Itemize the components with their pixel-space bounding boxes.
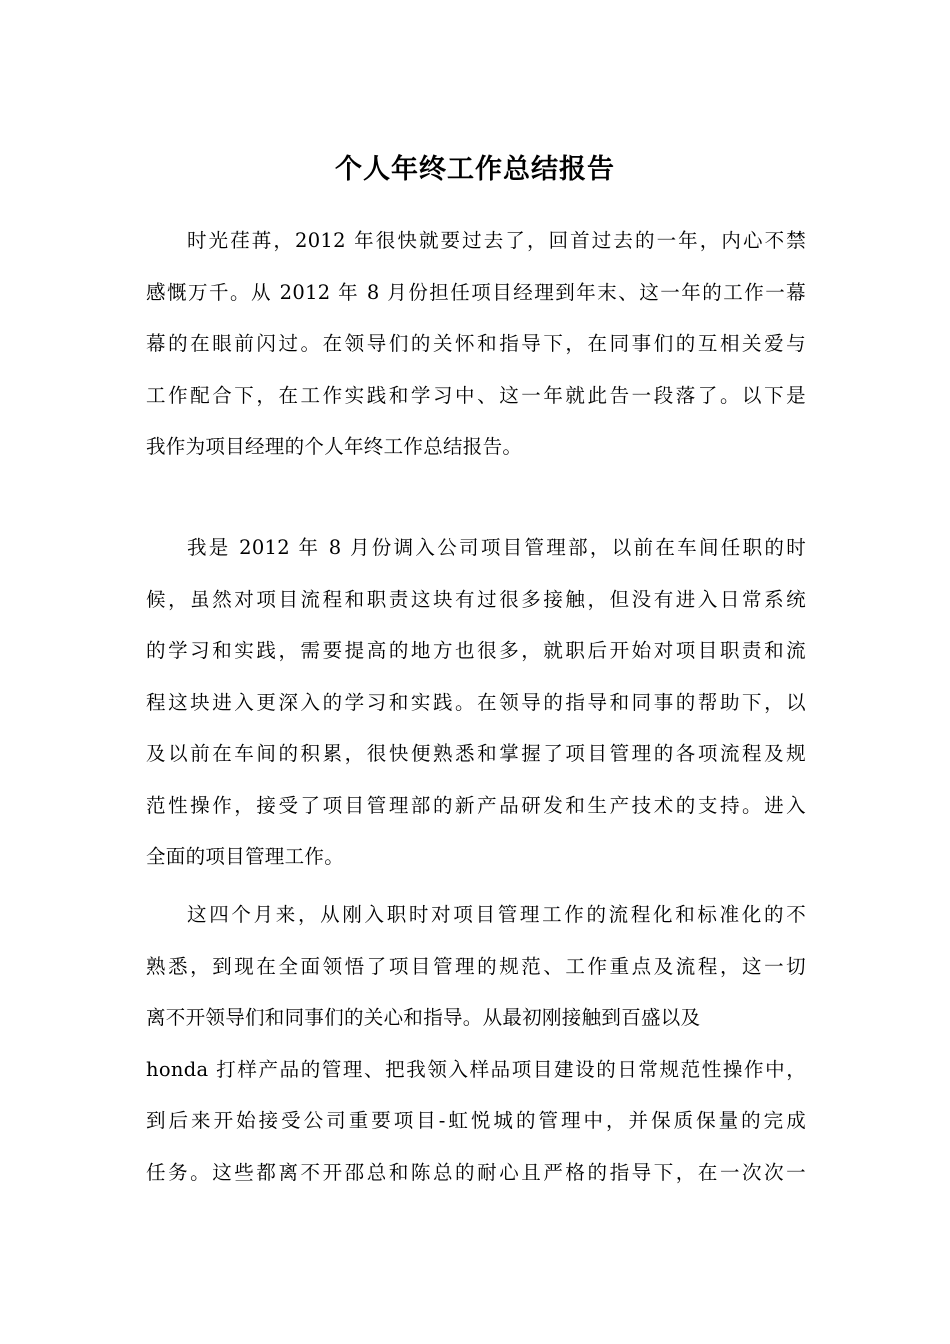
text-line: 及以前在车间的积累，很快便熟悉和掌握了项目管理的各项流程及规: [146, 742, 806, 765]
document-title: 个人年终工作总结报告: [335, 154, 615, 185]
text-line: 工作配合下，在工作实践和学习中、这一年就此告一段落了。以下是: [146, 383, 806, 407]
paragraph-background: [146, 522, 806, 883]
text-line: 程这块进入更深入的学习和实践。在领导的指导和同事的帮助下，以: [146, 690, 806, 714]
text-line: 熟悉，到现在全面领悟了项目管理的规范、工作重点及流程，这一切: [146, 954, 806, 978]
text-line: 感慨万千。从 2012 年 8 月份担任项目经理到年末、这一年的工作一幕: [146, 280, 806, 304]
text-line: 这四个月来，从刚入职时对项目管理工作的流程化和标准化的不: [187, 903, 806, 926]
text-line: 任务。这些都离不开邵总和陈总的耐心且严格的指导下，在一次次一: [146, 1160, 806, 1184]
text-line: 幕的在眼前闪过。在领导们的关怀和指导下，在同事们的互相关爱与: [146, 332, 806, 355]
text-line: 我是 2012 年 8 月份调入公司项目管理部，以前在车间任职的时: [187, 536, 806, 559]
text-line: 到后来开始接受公司重要项目-虹悦城的管理中，并保质保量的完成: [146, 1109, 806, 1132]
text-line: 我作为项目经理的个人年终工作总结报告。: [146, 435, 523, 458]
text-line: 全面的项目管理工作。: [146, 845, 345, 868]
paragraph-intro: [146, 215, 806, 473]
text-line: 范性操作，接受了项目管理部的新产品研发和生产技术的支持。进入: [146, 793, 806, 817]
text-line: 的学习和实践，需要提高的地方也很多，就职后开始对项目职责和流: [146, 639, 806, 662]
text-line: honda 打样产品的管理、把我领入样品项目建设的日常规范性操作中，: [146, 1057, 806, 1081]
text-line: 时光荏苒，2012 年很快就要过去了，回首过去的一年，内心不禁: [187, 229, 806, 252]
text-line: 候，虽然对项目流程和职责这块有过很多接触，但没有进入日常系统: [146, 587, 806, 611]
paragraph-progress: [146, 889, 806, 1198]
text-line: 离不开领导们和同事们的关心和指导。从最初刚接触到百盛以及: [146, 1006, 701, 1029]
